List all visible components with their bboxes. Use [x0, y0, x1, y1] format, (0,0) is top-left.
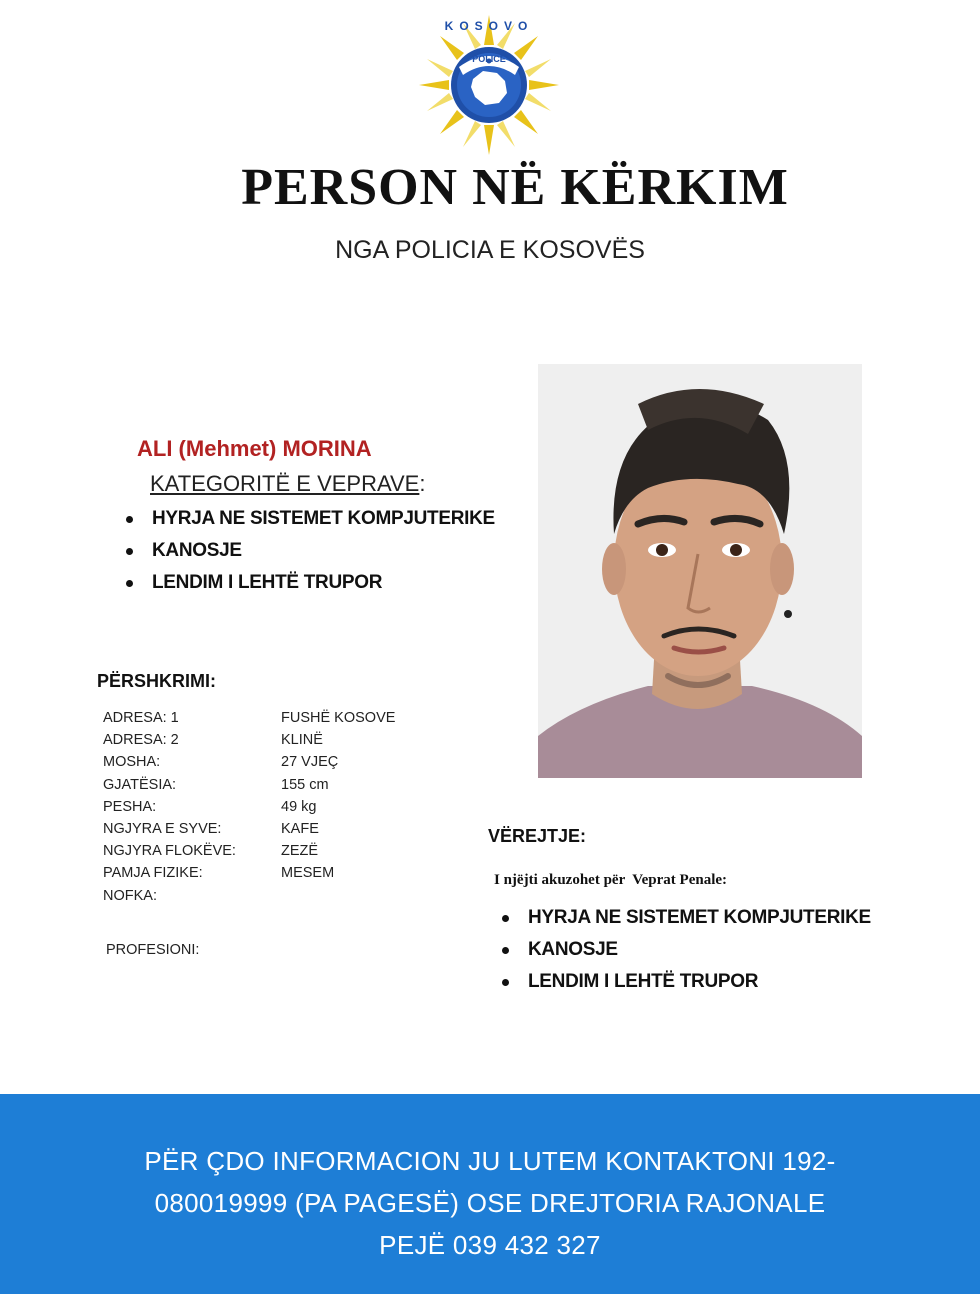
page-subtitle: NGA POLICIA E KOSOVËS — [335, 236, 645, 264]
table-row — [103, 777, 395, 799]
notes-text: I njëjti akuzohet për Veprat Penale: — [494, 872, 728, 888]
kosovo-police-logo — [418, 14, 560, 156]
field-value — [281, 888, 395, 910]
logo-badge-text: POLICE — [472, 54, 506, 64]
person-name: ALI (Mehmet) MORINA — [137, 436, 372, 461]
list-item: KANOSJE — [528, 936, 871, 968]
offense-list — [152, 505, 495, 601]
table-row — [103, 843, 395, 865]
field-label: ADRESA: 1 — [103, 710, 179, 726]
footer-line: 080019999 (PA PAGESË) OSE DREJTORIA RAJONALE — [154, 1188, 826, 1218]
table-row — [103, 799, 395, 821]
person-photo — [538, 364, 862, 778]
categories-heading-colon: : — [419, 471, 426, 496]
description-heading: PËRSHKRIMI: — [97, 671, 217, 691]
list-item: LENDIM I LEHTË TRUPOR — [152, 569, 495, 601]
profession-label: PROFESIONI: — [106, 942, 200, 958]
notes-heading: VËREJTJE: — [488, 826, 587, 846]
categories-heading-text: KATEGORITË E VEPRAVE — [150, 471, 420, 496]
table-row — [103, 710, 395, 732]
field-value: KLINË — [281, 732, 323, 749]
list-item: LENDIM I LEHTË TRUPOR — [528, 968, 871, 1000]
field-value: 49 kg — [281, 798, 317, 815]
field-value: KAFE — [281, 820, 319, 837]
footer-line: PEJË 039 432 327 — [379, 1230, 601, 1260]
field-value: FUSHË KOSOVE — [281, 710, 396, 726]
table-row — [103, 865, 395, 887]
field-value: 27 VJEÇ — [281, 754, 339, 771]
field-label: PESHA: — [103, 798, 157, 815]
table-row — [103, 732, 395, 754]
field-label: MOSHA: — [103, 754, 161, 771]
field-label: ADRESA: 2 — [103, 732, 179, 749]
field-label: NGJYRA E SYVE: — [103, 820, 222, 837]
table-row — [103, 821, 395, 843]
field-value: 155 cm — [281, 776, 329, 793]
page-title: PERSON NË KËRKIM — [241, 159, 789, 216]
list-item: HYRJA NE SISTEMET KOMPJUTERIKE — [528, 904, 871, 936]
field-value: ZEZË — [281, 843, 319, 860]
description-table — [103, 710, 395, 910]
field-label: PAMJA FIZIKE: — [103, 865, 203, 882]
footer-line: PËR ÇDO INFORMACION JU LUTEM KONTAKTONI 192- — [144, 1146, 836, 1176]
footer-contact-text — [100, 1140, 880, 1266]
table-row — [103, 888, 395, 910]
categories-heading — [150, 471, 426, 497]
table-row — [103, 754, 395, 776]
list-item: KANOSJE — [152, 537, 495, 569]
field-label: NGJYRA FLOKËVE: — [103, 843, 236, 860]
field-value: MESEM — [281, 865, 335, 882]
logo-arc-text: KOSOVO — [444, 19, 534, 33]
field-label: GJATËSIA: — [103, 776, 177, 793]
notes-offense-list — [528, 904, 871, 1000]
list-item: HYRJA NE SISTEMET KOMPJUTERIKE — [152, 505, 495, 537]
field-label: NOFKA: — [103, 887, 157, 904]
